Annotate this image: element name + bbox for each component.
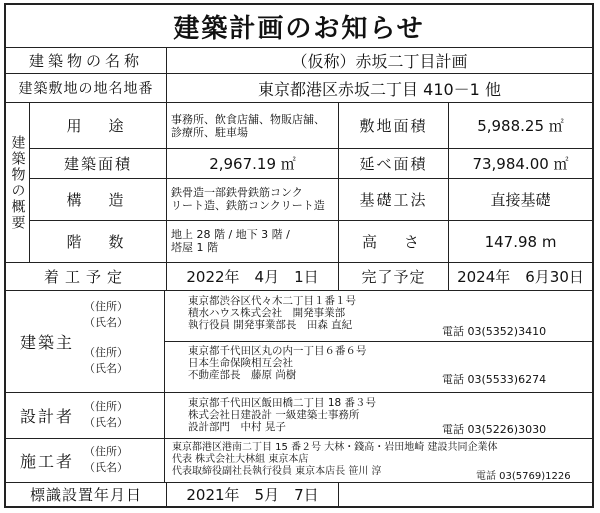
foundation-label: 基礎工法: [338, 179, 448, 220]
overview-side-label: 建築物の概要: [6, 103, 30, 263]
floors-label: 階 数: [66, 233, 130, 251]
builder-tags: [84, 439, 164, 482]
height-label: 高 さ: [338, 221, 448, 262]
owner-block: [6, 291, 592, 393]
designer-tags: [84, 393, 164, 438]
owner-b-person: 不動産部長 藤原 尚樹: [188, 369, 297, 381]
posted-blank: [338, 483, 592, 506]
end-label: 完了予定: [338, 263, 448, 290]
posted-value: 2021年 5月 7日: [166, 483, 338, 506]
structure-value: [166, 179, 338, 220]
height-value: 147.98 m: [448, 221, 592, 262]
building-name-row: [6, 47, 592, 74]
use-value-line-1: 事務所、飲食店舗、物販店舗、: [171, 113, 325, 126]
structure-label: 構 造: [66, 191, 130, 209]
builder-info: [172, 442, 497, 478]
builder-name-tag: （氏名）: [84, 461, 128, 474]
floor-area-value: 73,984.00 ㎡: [448, 149, 592, 178]
foundation-value: 直接基礎: [448, 179, 592, 220]
owner-address-tag-a: （住所）: [84, 300, 128, 313]
designer-company: 株式会社日建設計 一級建築士事務所: [188, 409, 360, 421]
end-value: 2024年 6月30日: [448, 263, 592, 290]
floors-value: [166, 221, 338, 262]
owner-b-address: 東京都千代田区丸の内一丁目６番６号: [188, 345, 367, 357]
owner-b-phone: 電話 03(5533)6274: [442, 373, 547, 386]
area-row: [30, 149, 592, 179]
builder-label: 施工者: [20, 452, 75, 471]
owner-name-tag-b: （氏名）: [84, 362, 128, 375]
start-label: 着工予定: [43, 268, 128, 286]
posted-label: 標識設置年月日: [29, 486, 142, 504]
structure-value-line-1: 鉄骨造一部鉄骨鉄筋コンク: [171, 186, 303, 199]
owner-b-company: 日本生命保険相互会社: [188, 357, 293, 369]
owner-a-info: [188, 295, 356, 331]
use-value: [166, 103, 338, 148]
building-area-value: 2,967.19 ㎡: [166, 149, 338, 178]
site-area-value: 5,988.25 ㎡: [448, 103, 592, 148]
schedule-row: [6, 263, 592, 291]
designer-phone: 電話 03(5226)3030: [442, 423, 547, 436]
floors-value-line-2: 塔屋 1 階: [171, 241, 218, 254]
use-value-line-2: 診療所、駐車場: [171, 126, 248, 139]
owner-label: 建築主: [20, 333, 75, 352]
owner-b-info: [188, 345, 367, 381]
builder-address: 東京都港区港南二丁目 15 番２号 大林・錢高・岩田地崎 建設共同企業体: [172, 442, 498, 453]
floors-row: [30, 221, 592, 263]
site-label: 建築敷地の地名地番: [18, 81, 154, 97]
builder-company: 代表 株式会社大林組 東京本店: [172, 454, 309, 465]
builder-person: 代表取締役副社長執行役員 東京本店長 笹川 淳: [172, 466, 382, 477]
floor-area-label: 延べ面積: [338, 149, 448, 178]
site-area-label: 敷地面積: [338, 103, 448, 148]
designer-name-tag: （氏名）: [84, 416, 128, 429]
owner-a-address: 東京都渋谷区代々木二丁目１番１号: [188, 295, 356, 307]
builder-block: [6, 439, 592, 483]
designer-label: 設計者: [20, 407, 75, 426]
designer-info: [188, 397, 376, 433]
use-label: 用 途: [66, 117, 130, 135]
owner-a-phone: 電話 03(5352)3410: [442, 325, 547, 338]
start-value: 2022年 4月 1日: [166, 263, 338, 290]
structure-value-line-2: リート造、鉄筋コンクリート造: [171, 199, 325, 212]
notice-title: 建築計画のお知らせ: [6, 5, 592, 48]
owner-separator: [164, 341, 592, 342]
builder-phone: 電話 03(5769)1226: [476, 471, 571, 482]
designer-block: [6, 393, 592, 439]
owner-name-tag-a: （氏名）: [84, 316, 128, 329]
notice-board: [4, 3, 594, 508]
site-row: [6, 74, 592, 103]
owner-address-tag-b: （住所）: [84, 346, 128, 359]
designer-address-tag: （住所）: [84, 400, 128, 413]
owner-tags-b: [84, 345, 164, 389]
use-row: [30, 103, 592, 149]
building-area-label: 建築面積: [63, 155, 132, 173]
designer-person: 設計部門 中村 晃子: [188, 421, 286, 433]
owner-a-company: 積水ハウス株式会社 開発事業部: [188, 307, 346, 319]
builder-divider: [164, 439, 165, 482]
owner-a-person: 執行役員 開発事業部長 田森 直紀: [188, 319, 353, 331]
building-name-label: 建築物の名称: [28, 51, 143, 70]
site-value: 東京都港区赤坂二丁目 410－1 他: [166, 74, 592, 102]
floors-value-line-1: 地上 28 階 / 地下 3 階 /: [171, 228, 290, 241]
builder-address-tag: （住所）: [84, 445, 128, 458]
designer-address: 東京都千代田区飯田橋二丁目 18 番３号: [188, 397, 377, 409]
posted-row: [6, 483, 592, 506]
designer-divider: [164, 393, 165, 438]
building-name-value: （仮称）赤坂二丁目計画: [166, 47, 592, 73]
structure-row: [30, 179, 592, 221]
